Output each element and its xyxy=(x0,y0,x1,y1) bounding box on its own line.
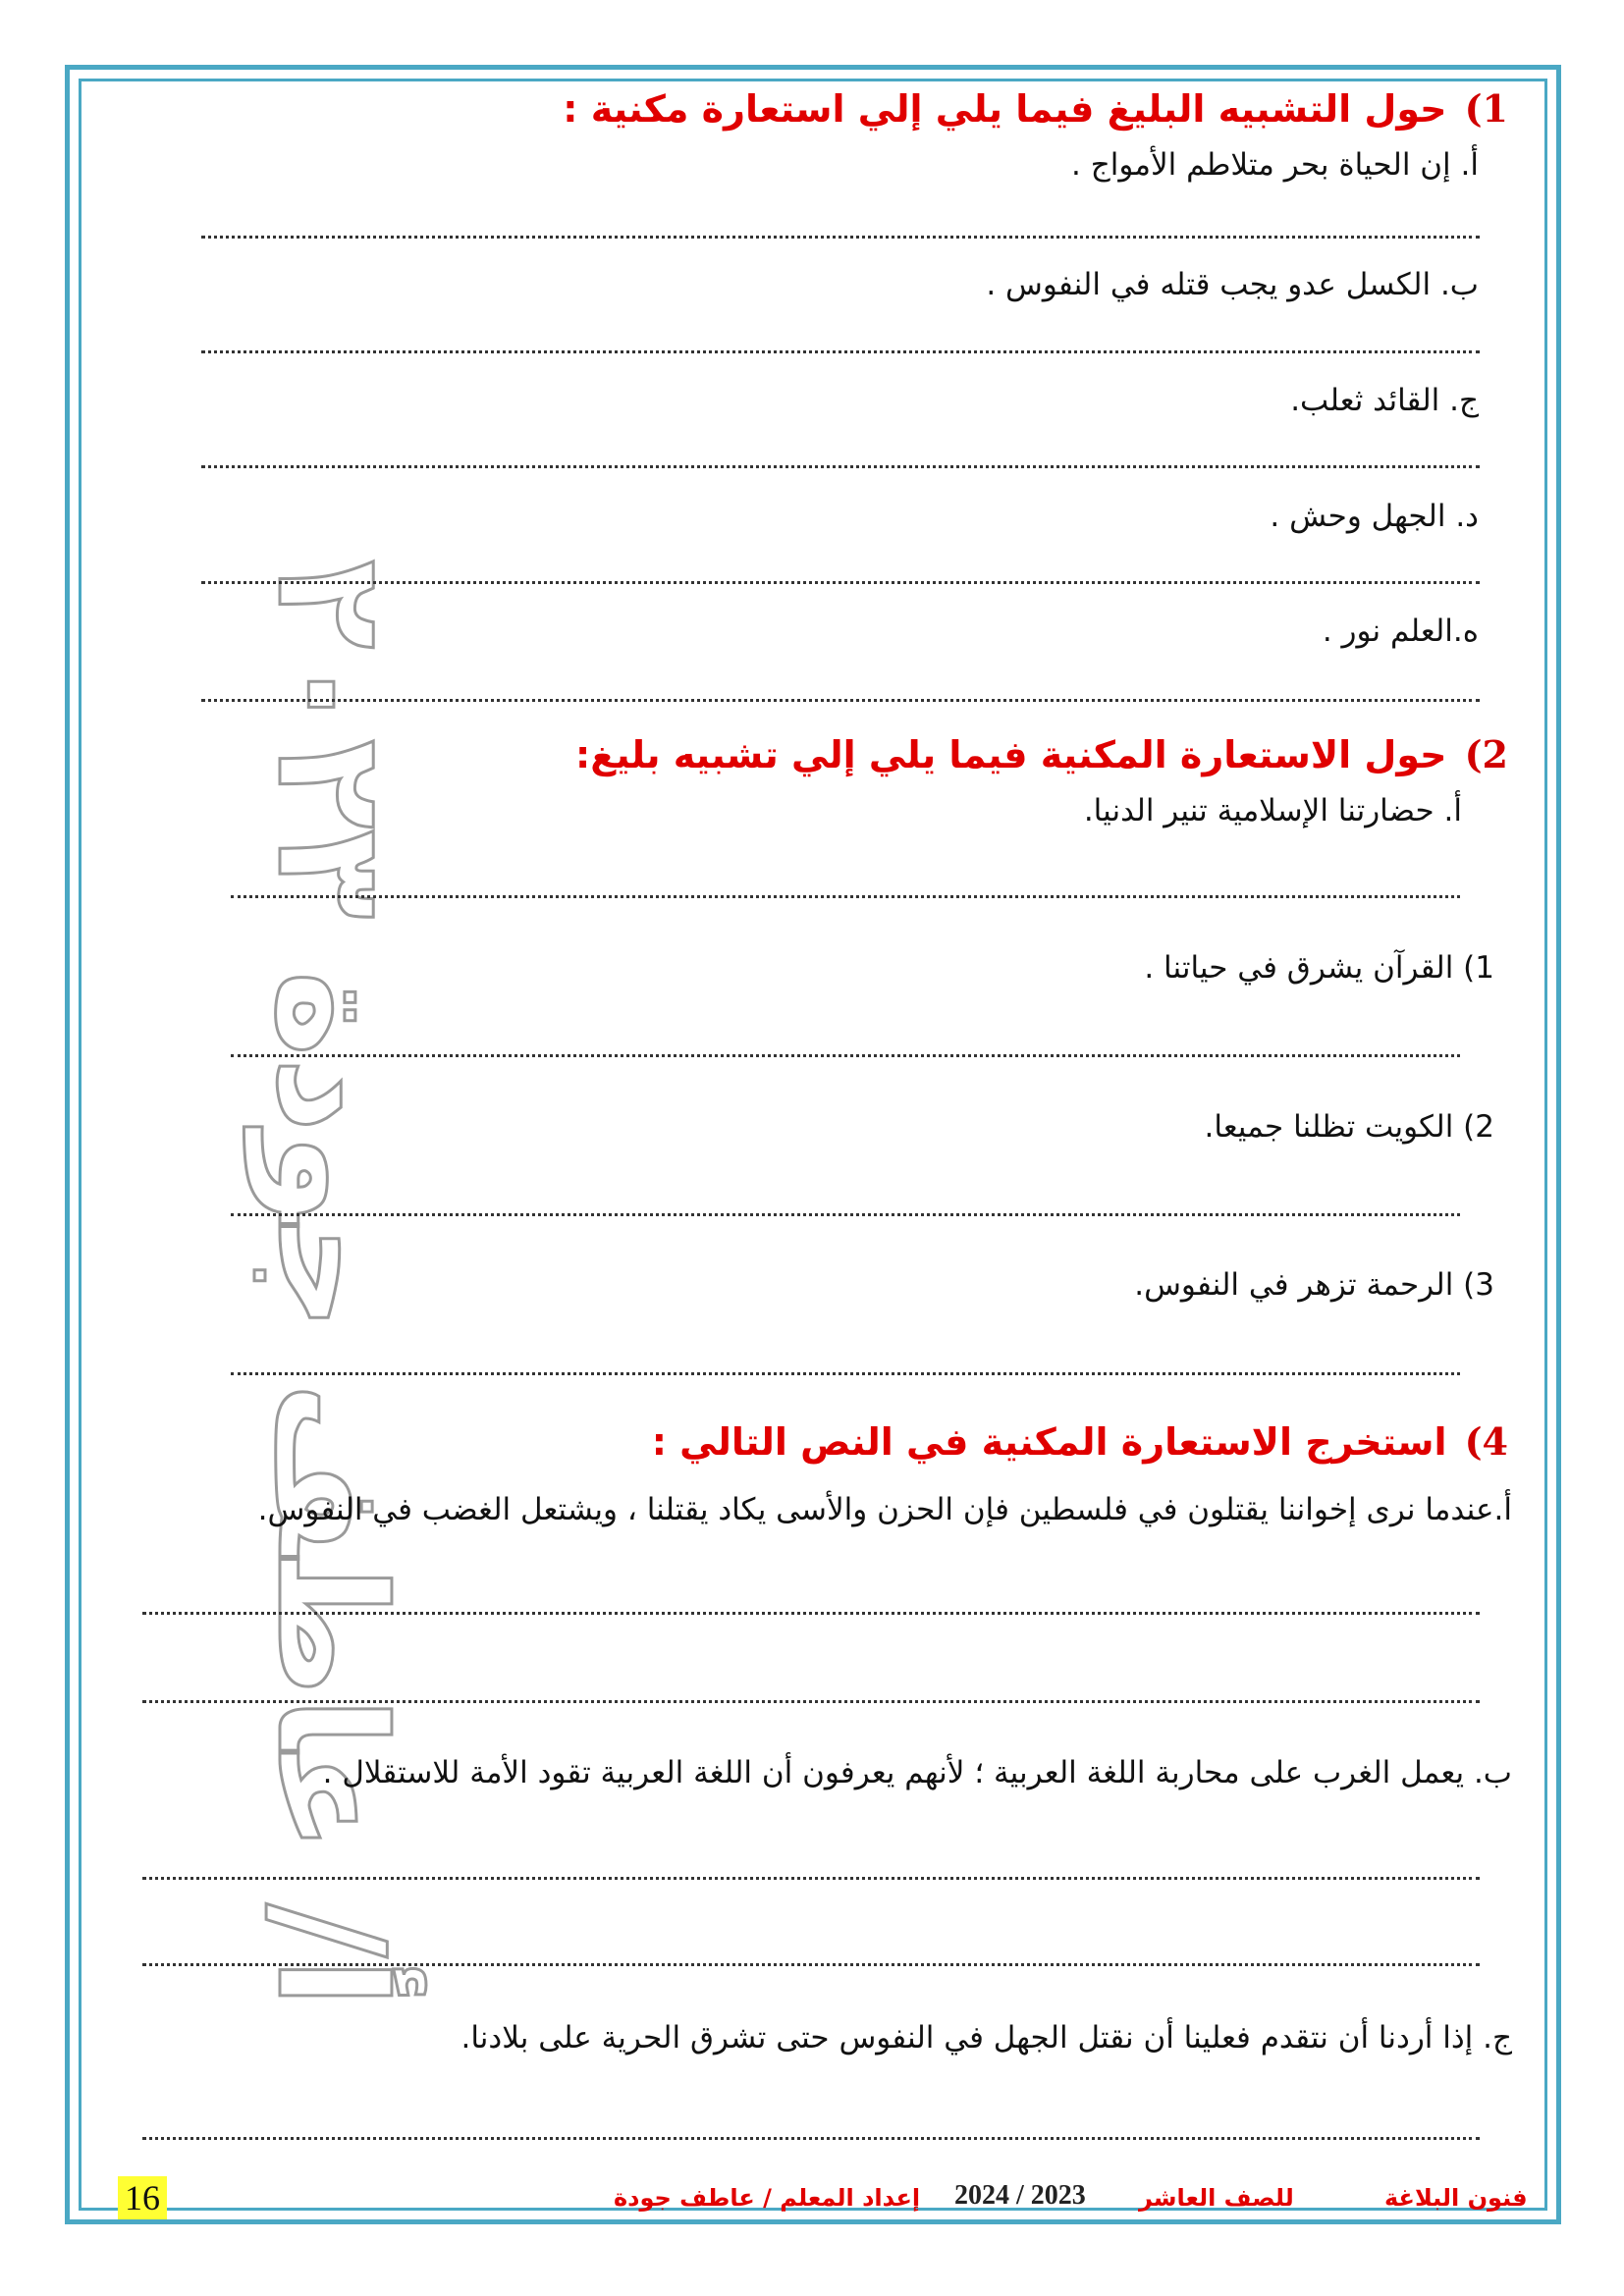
section4-heading xyxy=(652,1419,1508,1464)
section2-title: حول الاستعارة المكنية فيما يلي إلي تشبيه بليغ: xyxy=(575,733,1447,776)
section2-item-3: 3) الرحمة تزهر في النفوس. xyxy=(1134,1267,1494,1303)
watermark-text: أ/ عاطف جودة ٢٠٢٣ xyxy=(244,560,415,2008)
page-number: 16 xyxy=(118,2176,167,2219)
section1-item-d: د. الجهل وحش . xyxy=(1270,499,1479,534)
section1-item-a: أ. إن الحياة بحر متلاطم الأمواج . xyxy=(1071,147,1479,183)
footer-prepared-by: إعداد المعلم / عاطف جودة xyxy=(614,2184,921,2212)
section1-item-c: ج. القائد ثعلب. xyxy=(1290,383,1479,418)
section4-item-c: ج. إذا أردنا أن نتقدم فعلينا أن نقتل الجهل في النفوس حتى تشرق الحرية على بلادنا. xyxy=(460,2020,1512,2056)
section2-item-1: 1) القرآن يشرق في حياتنا . xyxy=(1144,950,1494,986)
answer-line[interactable] xyxy=(231,1372,1460,1375)
footer-year: 2024 / 2023 xyxy=(954,2180,1086,2211)
section1-heading xyxy=(563,86,1508,131)
section2-item-a: أ. حضارتنا الإسلامية تنير الدنيا. xyxy=(1083,793,1462,828)
answer-line[interactable] xyxy=(231,1213,1460,1216)
section1-item-b: ب. الكسل عدو يجب قتله في النفوس . xyxy=(986,267,1479,302)
answer-line[interactable] xyxy=(231,1054,1460,1057)
answer-line[interactable] xyxy=(142,1877,1480,1880)
section2-number: 2) xyxy=(1464,732,1508,776)
answer-line[interactable] xyxy=(201,350,1480,353)
answer-line[interactable] xyxy=(201,699,1480,702)
answer-line[interactable] xyxy=(201,236,1480,239)
section4-item-a: أ.عندما نرى إخواننا يقتلون في فلسطين فإن الحزن والأسى يكاد يقتلنا ، ويشتعل الغضب في النفوس. xyxy=(257,1492,1512,1527)
answer-line[interactable] xyxy=(201,581,1480,584)
page-footer xyxy=(0,2178,1624,2233)
answer-line[interactable] xyxy=(142,1700,1480,1703)
footer-grade: للصف العاشر xyxy=(1139,2184,1294,2212)
section2-heading xyxy=(575,732,1508,776)
section4-item-b: ب. يعمل الغرب على محاربة اللغة العربية ؛ لأنهم يعرفون أن اللغة العربية تقود الأمة للاستقلال . xyxy=(322,1755,1512,1790)
section4-number: 4) xyxy=(1464,1419,1508,1464)
section1-number: 1) xyxy=(1464,86,1508,131)
footer-subject: فنون البلاغة xyxy=(1384,2184,1528,2212)
answer-line[interactable] xyxy=(142,1612,1480,1615)
section1-item-e: ه.العلم نور . xyxy=(1322,614,1479,649)
answer-line[interactable] xyxy=(142,2137,1480,2140)
section2-item-2: 2) الكويت تظلنا جميعا. xyxy=(1204,1109,1494,1145)
answer-line[interactable] xyxy=(201,465,1480,468)
answer-line[interactable] xyxy=(142,1963,1480,1966)
answer-line[interactable] xyxy=(231,895,1460,898)
section1-title: حول التشبيه البليغ فيما يلي إلي استعارة مكنية : xyxy=(563,87,1447,131)
section4-title: استخرج الاستعارة المكنية في النص التالي : xyxy=(651,1420,1447,1464)
